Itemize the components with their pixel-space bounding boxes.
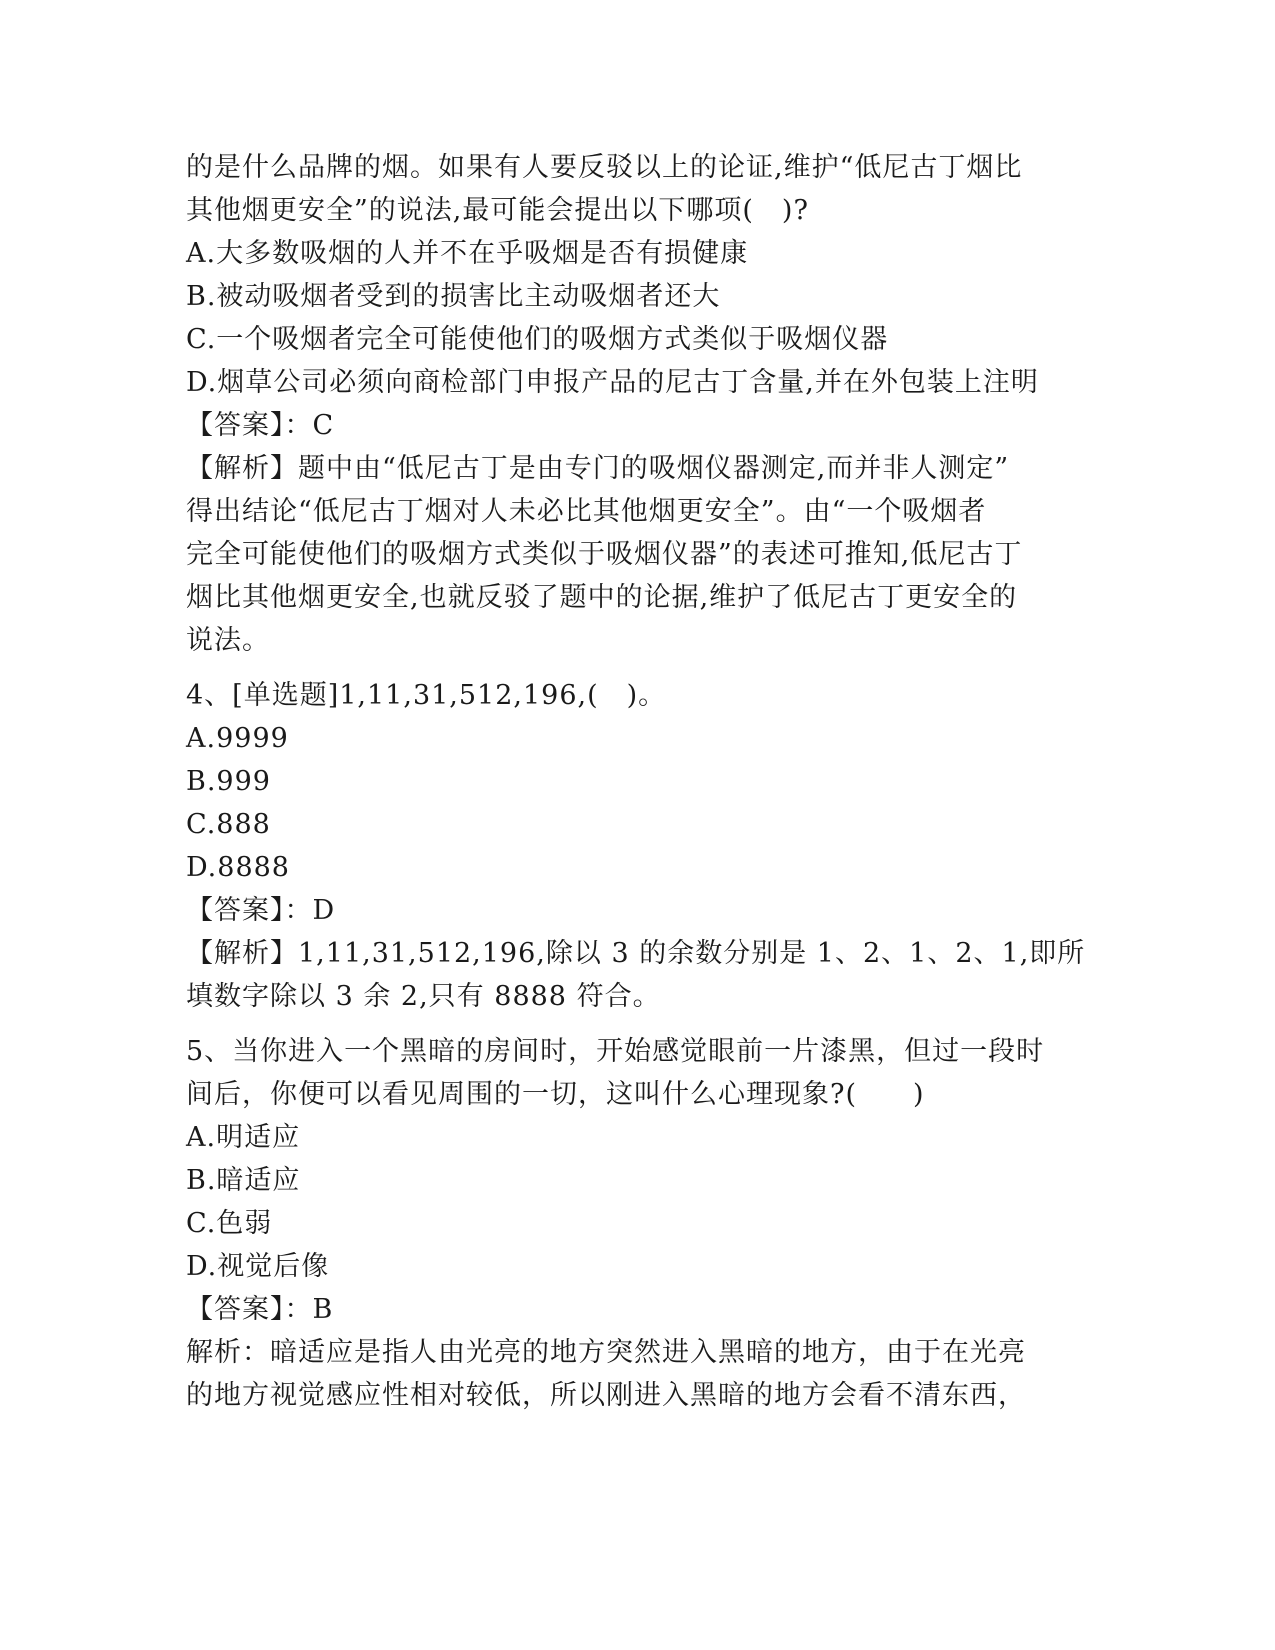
question-3 (186, 146, 1086, 662)
option-a: A.9999 (186, 723, 289, 754)
explanation-line: 烟比其他烟更安全,也就反驳了题中的论据,维护了低尼古丁更安全的 (186, 582, 1018, 613)
option-c: C.888 (186, 809, 271, 840)
spacer (186, 1018, 1086, 1030)
option-a: A.大多数吸烟的人并不在乎吸烟是否有损健康 (186, 238, 749, 269)
explanation-line: 得出结论“低尼古丁烟对人未必比其他烟更安全”。由“一个吸烟者 (186, 496, 987, 527)
explanation-line: 完全可能使他们的吸烟方式类似于吸烟仪器”的表述可推知,低尼古丁 (186, 539, 1023, 570)
answer-line: 【答案】：B (186, 1294, 334, 1325)
explanation-line: 的地方视觉感应性相对较低，所以刚进入黑暗的地方会看不清东西， (186, 1380, 1026, 1411)
explanation-line: 说法。 (186, 625, 270, 656)
explanation-line: 解析：暗适应是指人由光亮的地方突然进入黑暗的地方，由于在光亮 (186, 1337, 1026, 1368)
spacer (186, 662, 1086, 674)
option-c: C.一个吸烟者完全可能使他们的吸烟方式类似于吸烟仪器 (186, 324, 889, 355)
explanation-line: 【解析】1,11,31,512,196,除以 3 的余数分别是 1、2、1、2、1,即所 (186, 938, 1086, 969)
option-d: D.8888 (186, 852, 290, 883)
option-a: A.明适应 (186, 1122, 301, 1153)
question-stem-line: 的是什么品牌的烟。如果有人要反驳以上的论证,维护“低尼古丁烟比 (186, 152, 1023, 183)
document-page (186, 146, 1086, 1417)
option-b: B.被动吸烟者受到的损害比主动吸烟者还大 (186, 281, 721, 312)
option-c: C.色弱 (186, 1208, 273, 1239)
option-d: D.烟草公司必须向商检部门申报产品的尼古丁含量,并在外包装上注明 (186, 367, 1039, 398)
question-5 (186, 1030, 1086, 1417)
option-b: B.999 (186, 766, 271, 797)
question-stem-line: 其他烟更安全”的说法,最可能会提出以下哪项( )? (186, 195, 809, 226)
answer-line: 【答案】：D (186, 895, 336, 926)
question-stem-line: 5、当你进入一个黑暗的房间时，开始感觉眼前一片漆黑，但过一段时 (186, 1036, 1045, 1067)
explanation-line: 填数字除以 3 余 2,只有 8888 符合。 (186, 981, 661, 1012)
option-b: B.暗适应 (186, 1165, 301, 1196)
question-4 (186, 674, 1086, 1018)
answer-line: 【答案】：C (186, 410, 335, 441)
explanation-line: 【解析】题中由“低尼古丁是由专门的吸烟仪器测定,而并非人测定” (186, 453, 1010, 484)
question-stem-line: 间后，你便可以看见周围的一切，这叫什么心理现象?( ) (186, 1079, 925, 1110)
option-d: D.视觉后像 (186, 1251, 330, 1282)
question-stem-line: 4、[单选题]1,11,31,512,196,( )。 (186, 680, 667, 711)
